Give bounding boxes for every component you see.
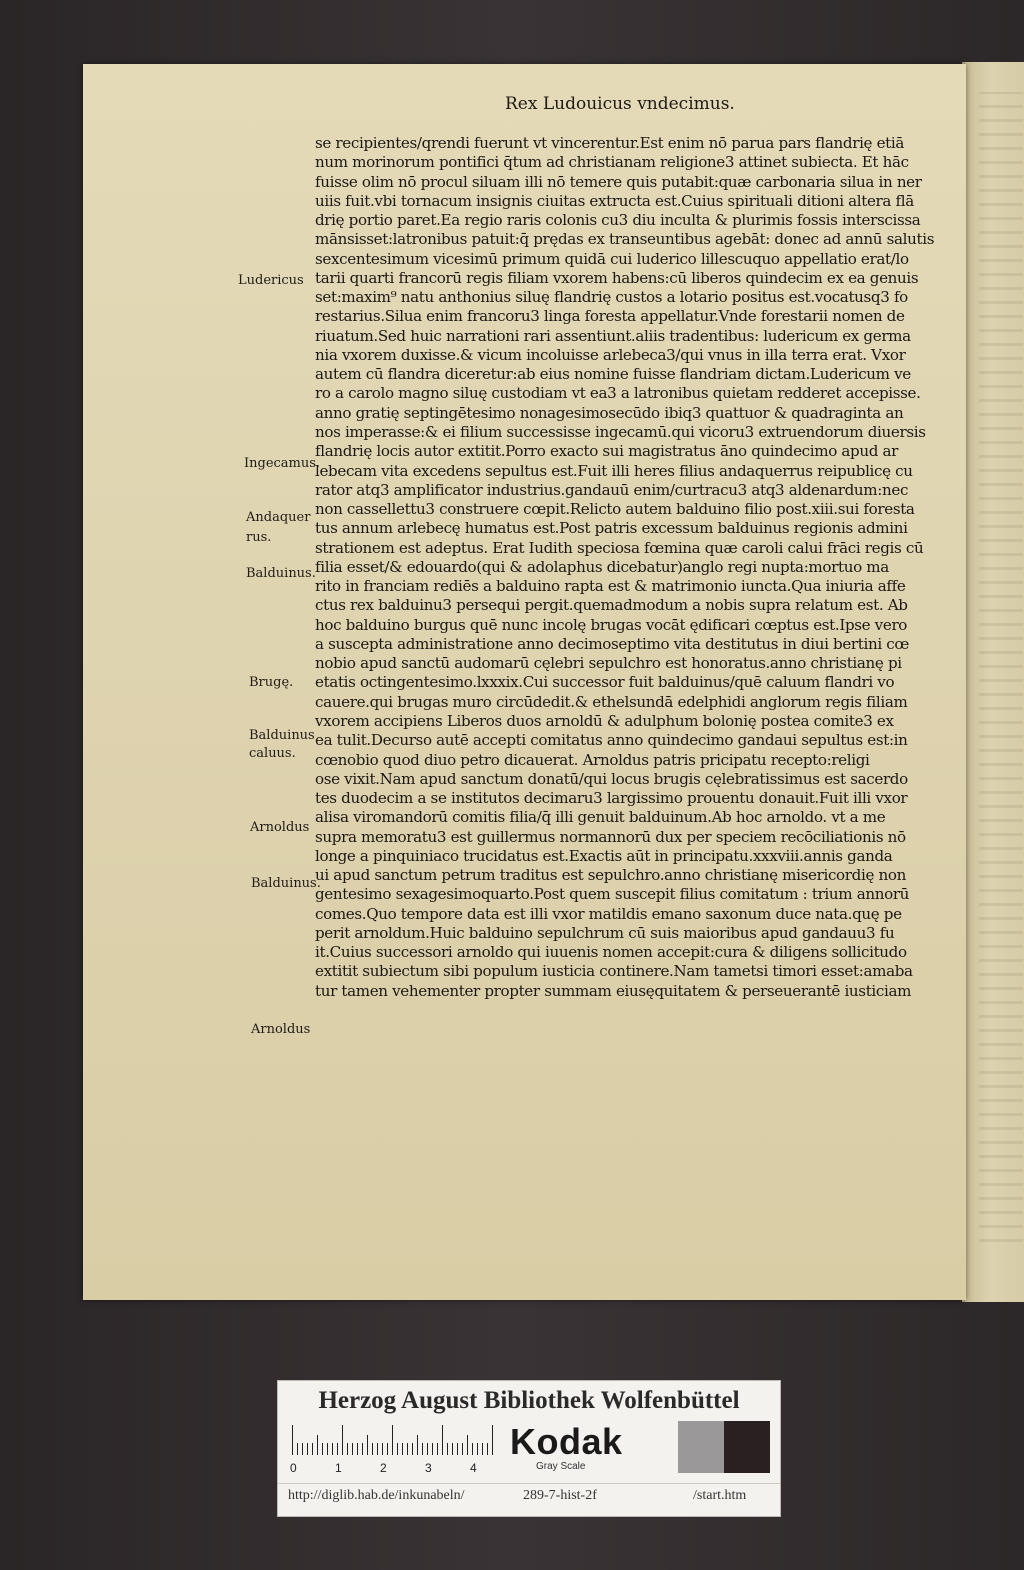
text-line: tarii quarti francorū regis filiam vxorem habens:cū liberos quindecim ex ea genuis [315,268,919,287]
ruler-tick [437,1443,438,1455]
text-line: vxorem accipiens Liberos duos arnoldū & adulphum bolonię postea comite3 ex [315,711,894,730]
ruler-tick [477,1443,478,1455]
text-line: it.Cuius successori arnoldo qui iuuenis nomen accepit:cura & diligens sollicitudo [315,943,907,962]
text-line: strationem est adeptus. Erat Iudith speciosa fœmina quæ caroli calui frāci regis cū [315,538,924,557]
ruler-tick [402,1443,403,1455]
text-line: longe a pinquiniaco trucidatus est.Exactis aūt in principatu.xxxviii.annis ganda [315,846,893,865]
ruler-tick [432,1443,433,1455]
body-text-block [315,134,937,1001]
text-line: tus annum arlebecę humatus est.Post patris excessum balduinus regionis admini [315,519,908,538]
text-line: restarius.Silua enim francoru3 linga foresta appellatur.Vnde forestarii nomen de [315,307,905,326]
ruler-tick [362,1443,363,1455]
ruler-tick [332,1443,333,1455]
text-line: filia esset/& edouardo(qui & adolaphus dicebatur)anglo regi nupta:mortuo ma [315,557,889,576]
ruler-tick [382,1443,383,1455]
ruler-tick [327,1443,328,1455]
margin-note: Ingecamus. [244,456,321,471]
text-line: anno gratię septingētesimo nonagesimosecūdo ibiq3 quattuor & quadraginta an [315,403,904,422]
ruler-tick [337,1443,338,1455]
ruler-tick [322,1443,323,1455]
ruler-tick [342,1425,343,1455]
margin-note: Arnoldus [250,820,310,835]
text-line: non cassellettu3 construere cœpit.Relicto autem balduino filio post.xiii.sui foresta [315,500,915,519]
ruler-tick [442,1425,443,1455]
text-line: flandrię locis autor extitit.Porro exacto sui magistratus āno quindecimo apud ar [315,442,898,461]
text-line: extitit subiectum sibi populum iusticia continere.Nam tametsi timori esset:amaba [315,962,913,981]
text-line: comes.Quo tempore data est illi vxor matildis emano saxonum duce nata.quę pe [315,904,902,923]
ruler-tick [427,1443,428,1455]
text-line: ro a carolo magno siluę custodiam vt ea3 a latronibus quietam redderet accepisse. [315,384,921,403]
text-line: hoc balduino burgus quē nunc incolę brugas vocāt ędificari cœptus est.Ipse vero [315,615,908,634]
ruler-number: 1 [335,1461,342,1475]
url-strip [278,1483,780,1508]
text-line: sexcentesimum vicesimū primum quidā cui luderico lillescuquo appellatio erat/lo [315,249,909,268]
ruler-tick [457,1443,458,1455]
text-line: perit arnoldum.Huic balduino sepulchrum cū suis maioribus apud gandauu3 fu [315,923,895,942]
text-line: supra memoratu3 est guillermus normannorū dux per speciem recōciliationis nō [315,827,906,846]
text-line: rator atq3 amplificator industrius.gandauū enim/curtracu3 atq3 aldenardum:nec [315,480,909,499]
ruler-tick [297,1443,298,1455]
ruler-tick [467,1435,468,1455]
ruler-tick [347,1443,348,1455]
ruler-tick [392,1425,393,1455]
ruler-tick [422,1443,423,1455]
ruler-number: 2 [380,1461,387,1475]
ruler-tick [472,1443,473,1455]
text-line: lebecam vita excedens sepultus est.Fuit illi heres filius andaquerrus reipublicę cu [315,461,913,480]
ruler-tick [452,1443,453,1455]
text-line: set:maxim⁹ natu anthonius siluę flandrię custos a lotario positus est.vocatusq3 fo [315,288,908,307]
ruler-tick [367,1435,368,1455]
margin-note: Balduinus [249,728,315,743]
ruler-tick [482,1443,483,1455]
text-line: tur tamen vehementer propter summam eiusęquitatem & perseuerantē iusticiam [315,981,912,1000]
text-line: tes duodecim a se institutos decimaru3 largissimo prouentu donauit.Fuit illi vxor [315,789,908,808]
ruler-tick [357,1443,358,1455]
text-line: ose vixit.Nam apud sanctum donatū/qui locus brugis cęlebratissimus est sacerdo [315,769,908,788]
margin-note: rus. [246,530,272,545]
text-line: a suscepta administratione anno decimoseptimo vita destitutus in diui bertini cœ [315,634,909,653]
ruler-tick [352,1443,353,1455]
kodak-logo: Kodak [510,1421,623,1462]
margin-note: Brugę. [249,675,294,690]
text-line: drię portio paret.Ea regio raris colonis cu3 diu inculta & plurimis fossis interscissa [315,211,921,230]
start-link: /start.htm [693,1488,747,1503]
text-line: nobio apud sanctū audomarū cęlebri sepulchro est honoratus.anno christianę pi [315,654,902,673]
text-line: cœnobio quod diuo petro dicauerat. Arnoldus patris pricipatu recepto:religi [315,750,870,769]
margin-note: Andaquer [246,510,311,525]
text-line: nia vxorem duxisse.& vicum incoluisse arlebeca3/qui vnus in illa terra erat. Vxor [315,345,906,364]
ruler-tick [312,1443,313,1455]
ruler-tick [387,1443,388,1455]
text-line: rito in franciam rediēs a balduino rapta est & matrimonio iuncta.Qua iniuria affe [315,577,906,596]
text-line: riuatum.Sed huic narrationi rari assentiunt.aliis tradentibus: ludericum ex germa [315,326,911,345]
ruler-number: 3 [425,1461,432,1475]
ruler-tick [307,1443,308,1455]
text-line: nos imperasse:& ei filium successisse ingecamū.qui vicoru3 extruendorum diuersis [315,422,926,441]
ruler-tick [377,1443,378,1455]
gray-scale-label: Gray Scale [536,1461,586,1472]
text-line: alisa viromandorū comitis filia/q̄ illi genuit balduinum.Ab hoc arnoldo. vt a me [315,808,886,827]
ruler-number: 4 [470,1461,477,1475]
margin-note: Arnoldus [251,1022,311,1037]
ruler-tick [492,1425,493,1455]
text-line: uiis fuit.vbi tornacum insignis ciuitas extructa est.Cuius spirituali ditioni altera flā [315,191,914,210]
running-header: Rex Ludouicus vndecimus. [505,94,735,114]
facing-page-bleed-text [979,92,1023,1242]
ruler-tick [447,1443,448,1455]
text-line: ui apud sanctum petrum traditus est sepulchro.anno christianę misericordię non [315,866,906,885]
text-line: ctus rex balduinu3 persequi pergit.quemadmodum a nobis supra relatum est. Ab [315,596,908,615]
text-line: mānsisset:latronibus patuit:q̄ prędas ex transeuntibus agebāt: donec ad annū salutis [315,230,935,249]
ruler-tick [302,1443,303,1455]
ruler-tick [462,1443,463,1455]
facing-page-edge [962,62,1024,1302]
ruler-number: 0 [290,1461,297,1475]
margin-note: Ludericus [238,273,304,288]
ruler-tick [417,1435,418,1455]
text-line: autem cū flandra diceretur:ab eius nomine fuisse flandriam dictam.Ludericum ve [315,365,911,384]
ruler-tick [412,1443,413,1455]
gray-patch-light [678,1421,724,1473]
scale-ruler [290,1425,502,1475]
library-url: http://diglib.hab.de/inkunabeln/ [288,1488,465,1503]
text-line: num morinorum pontifici q̄tum ad christianam religione3 attinet subiecta. Et hāc [315,153,909,172]
ruler-tick [487,1443,488,1455]
shelfmark: 289-7-hist-2f [523,1488,597,1503]
text-line: gentesimo sexagesimoquarto.Post quem suscepit filius comitatum : trium annorū [315,885,910,904]
text-line: fuisse olim nō procul siluam illi nō temere quis putabit:quæ carbonaria silua in ner [315,172,922,191]
kodak-target-card [277,1380,781,1517]
ruler-tick [407,1443,408,1455]
text-line: se recipientes/qrendi fuerunt vt vincerentur.Est enim nō parua pars flandrię etiā [315,134,904,152]
text-line: ea tulit.Decurso autē accepti comitatus anno quindecimo gandaui sepultus est:in [315,731,908,750]
text-line: cauere.qui brugas muro circūdedit.& ethelsundā edelphidi anglorum regis filiam [315,692,908,711]
margin-note: Balduinus. [246,566,316,581]
ruler-tick [372,1443,373,1455]
ruler-tick [397,1443,398,1455]
ruler-tick [292,1425,293,1455]
margin-note: Balduinus. [251,876,321,891]
text-line: etatis octingentesimo.lxxxix.Cui successor fuit balduinus/quē caluum flandri vo [315,673,895,692]
margin-note: caluus. [249,746,296,761]
ruler-tick [317,1435,318,1455]
library-name: Herzog August Bibliothek Wolfenbüttel [318,1387,740,1414]
gray-patch-dark [724,1421,770,1473]
